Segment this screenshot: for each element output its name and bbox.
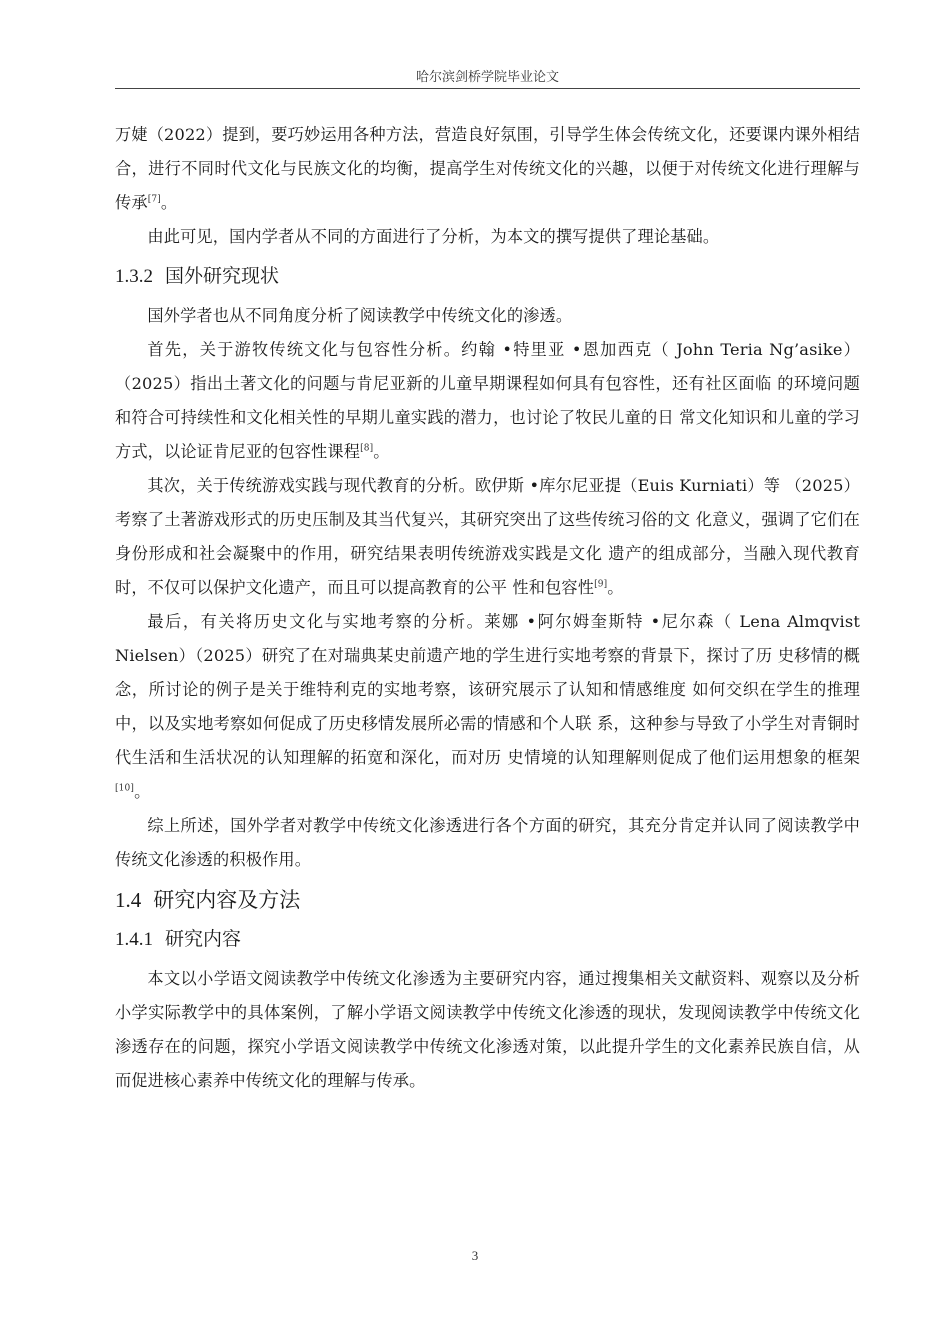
paragraph-foreign-summary: 综上所述，国外学者对教学中传统文化渗透进行各个方面的研究，其充分肯定并认同了阅读教学中传统文化渗透的积极作用。: [115, 816, 860, 869]
paragraph-text: 万婕（2022）提到，要巧妙运用各种方法，营造良好氛围，引导学生体会传统文化，还要课内课外相结合，进行不同时代文化与民族文化的均衡，提高学生对传统文化的兴趣，以便于对传统文化进行理解与传承: [115, 125, 860, 212]
section-number: 1.3.2: [115, 266, 153, 287]
paragraph-tail: 。: [134, 782, 151, 801]
page-number: 3: [471, 1248, 479, 1263]
paragraph-traditional-games: [115, 469, 860, 605]
paragraph-research-content: 本文以小学语文阅读教学中传统文化渗透为主要研究内容，通过搜集相关文献资料、观察以及分析小学实际教学中的具体案例，了解小学语文阅读教学中传统文化渗透的现状，发现阅读教学中传统文化渗透存在的问题，探究小学语文阅读教学中传统文化渗透对策，以此提升学生的文化素养民族自信，从而促进核心素养中传统文化的理解与传承。: [115, 969, 860, 1090]
running-header: 哈尔滨剑桥学院毕业论文: [415, 70, 559, 85]
citation-9[interactable]: [9]: [594, 579, 608, 590]
section-title: 研究内容: [165, 928, 242, 950]
section-title: 研究内容及方法: [153, 888, 301, 912]
paragraph-field-study: [115, 605, 860, 809]
paragraph-wanjie: [115, 118, 860, 220]
section-heading-1-4: [115, 883, 860, 917]
paragraph-summary-domestic: 由此可见，国内学者从不同的方面进行了分析，为本文的撰写提供了理论基础。: [147, 227, 720, 246]
page-body: [115, 118, 860, 1098]
paragraph-tail: 。: [607, 578, 624, 597]
section-number: 1.4.1: [115, 929, 153, 950]
header-rule: [115, 88, 860, 89]
paragraph-text: 最后，有关将历史文化与实地考察的分析。莱娜 •阿尔姆奎斯特 •尼尔森（ Lena Almqvist Nielsen）（2025）研究了在对瑞典某史前遗产地的学生进行实地考察的背景下，探讨了历 史移情的概念，所讨论的例子是关于维特利克的实地考察，该研究展示了认知和情感维度 如何交织在学生的推理中，以及实地考察如何促成了历史移情发展所必需的情感和个人联 系，这种参与导致了小学生对青铜时代生活和生活状况的认知理解的拓宽和深化，而对历 史情境的认知理解则促成了他们运用想象的框架: [115, 612, 860, 767]
paragraph-nomadic-culture: [115, 333, 860, 469]
citation-10[interactable]: [10]: [115, 783, 135, 794]
section-number: 1.4: [115, 888, 142, 912]
paragraph-text: 其次，关于传统游戏实践与现代教育的分析。欧伊斯 •库尔尼亚提（Euis Kurniati）等 （2025）考察了土著游戏形式的历史压制及其当代复兴，其研究突出了这些传统习俗的文 化意义，强调了它们在身份形成和社会凝聚中的作用，研究结果表明传统游戏实践是文化 遗产的组成部分，当融入现代教育时，不仅可以保护文化遗产，而且可以提高教育的公平 性和包容性: [115, 476, 860, 597]
section-title: 国外研究现状: [165, 265, 280, 287]
paragraph-tail: 。: [160, 193, 178, 212]
citation-8[interactable]: [8]: [360, 443, 374, 454]
citation-7[interactable]: [7]: [147, 194, 161, 205]
section-heading-1-4-1: [115, 923, 860, 956]
paragraph-tail: 。: [373, 442, 390, 461]
section-heading-1-3-2: [115, 260, 860, 293]
paragraph-text: 首先，关于游牧传统文化与包容性分析。约翰 •特里亚 •恩加西克（ John Teria Ng’asike）（2025）指出土著文化的问题与肯尼亚新的儿童早期课程如何具有包容性，还有社区面临 的环境问题和符合可持续性和文化相关性的早期儿童实践的潜力，也讨论了牧民儿童的日 常文化知识和儿童的学习方式，以论证肯尼亚的包容性课程: [115, 340, 860, 461]
paragraph-foreign-intro: 国外学者也从不同角度分析了阅读教学中传统文化的渗透。: [147, 306, 573, 325]
